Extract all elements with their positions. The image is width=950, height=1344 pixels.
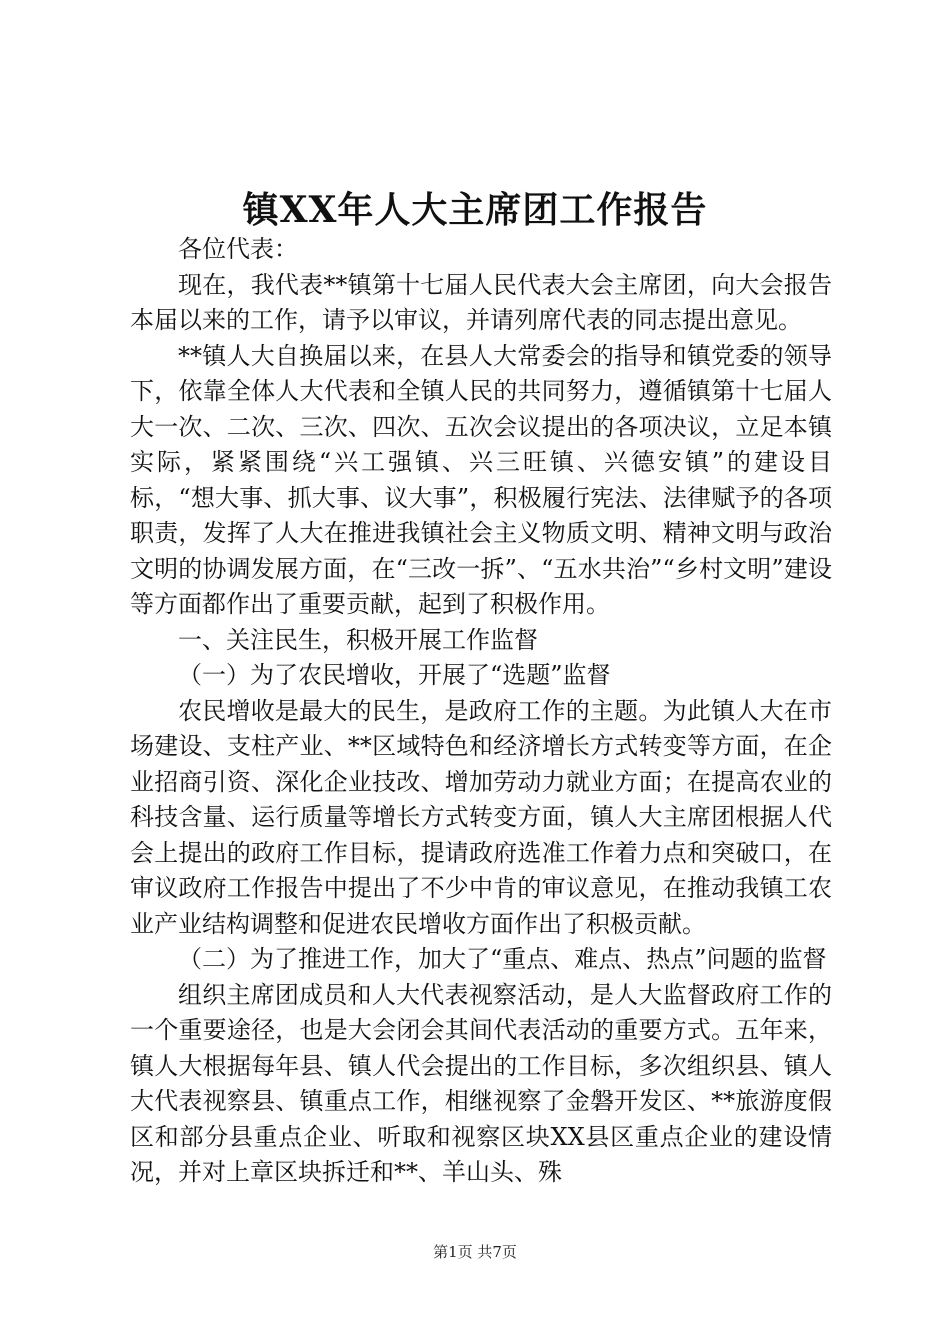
page-footer: 第1页 共7页 (433, 1243, 517, 1261)
paragraph-overview: **镇人大自换届以来，在县人大常委会的指导和镇党委的领导下，依靠全体人大代表和全镇人民的共同努力，遵循镇第十七届人大一次、二次、三次、四次、五次会议提出的各项决议，立足本镇实际，紧紧围绕“兴工强镇、兴三旺镇、兴德安镇”的建设目标，“想大事、抓大事、议大事”，积极履行宪法、法律赋予的各项职责，发挥了人大在推进我镇社会主义物质文明、精神文明与政治文明的协调发展方面，在“三改一拆”、“五水共治”“乡村文明”建设等方面都作出了重要贡献，起到了积极作用。 (130, 341, 832, 618)
paragraph-salutation: 各位代表： (178, 235, 298, 263)
subsection-heading-1: （一）为了农民增收，开展了“选题”监督 (178, 661, 611, 689)
document-body (130, 232, 832, 1191)
paragraph-intro: 现在，我代表**镇第十七届人民代表大会主席团，向大会报告本届以来的工作，请予以审议，并请列席代表的同志提出意见。 (130, 270, 832, 334)
section-heading-1: 一、关注民生，积极开展工作监督 (178, 625, 538, 654)
subsection-heading-2: （二）为了推进工作，加大了“重点、难点、热点”问题的监督 (178, 945, 827, 973)
paragraph-inspection: 组织主席团成员和人大代表视察活动，是人大监督政府工作的一个重要途径，也是大会闭会其间代表活动的重要方式。五年来，镇人大根据每年县、镇人代会提出的工作目标，多次组织县、镇人大代表视察县、镇重点工作，相继视察了金磐开发区、**旅游度假区和部分县重点企业、听取和视察区块XX县区重点企业的建设情况，并对上章区块拆迁和**、羊山头、殊 (130, 980, 832, 1186)
document-title: 镇XX年人大主席团工作报告 (242, 189, 708, 231)
paragraph-farmer-income: 农民增收是最大的民生，是政府工作的主题。为此镇人大在市场建设、支柱产业、**区域特色和经济增长方式转变等方面，在企业招商引资、深化企业技改、增加劳动力就业方面；在提高农业的科技含量、运行质量等增长方式转变方面，镇人大主席团根据人代会上提出的政府工作目标，提请政府选准工作着力点和突破口，在审议政府工作报告中提出了不少中肯的审议意见，在推动我镇工农业产业结构调整和促进农民增收方面作出了积极贡献。 (130, 696, 832, 938)
